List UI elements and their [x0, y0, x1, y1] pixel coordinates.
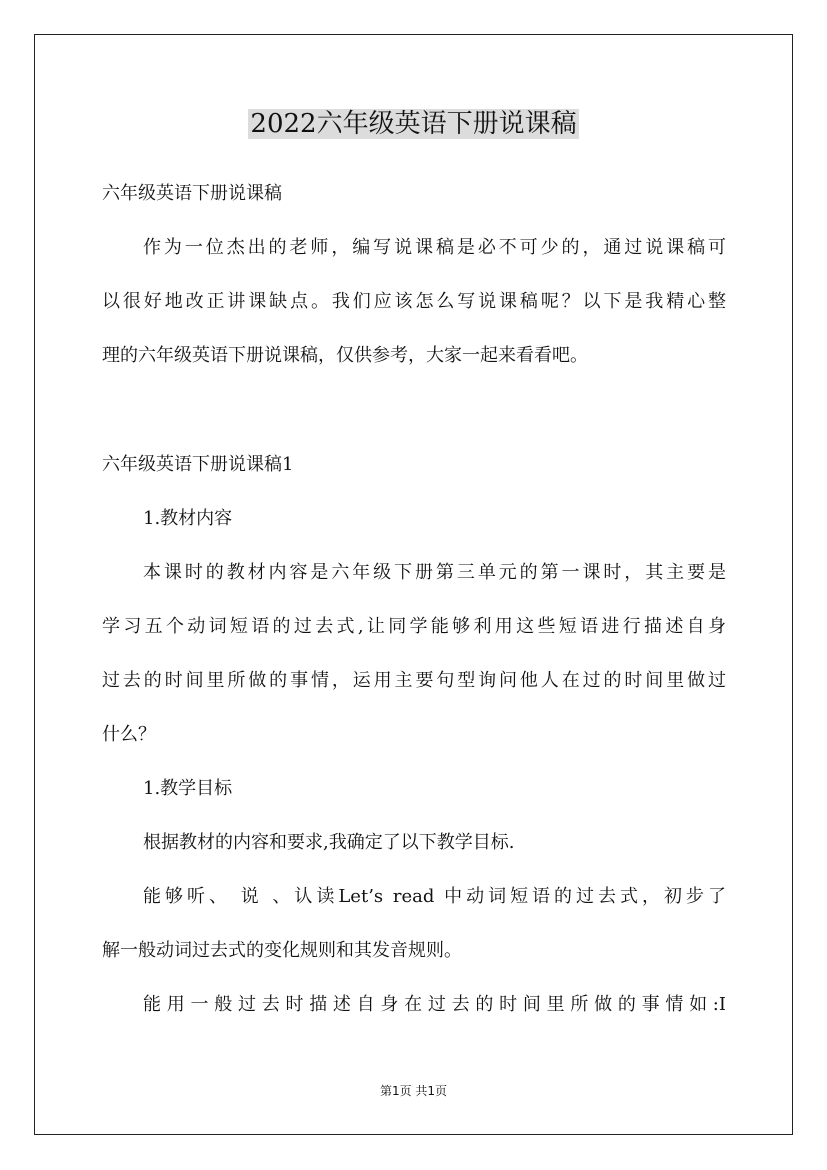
- paragraph-line: 学习五个动词短语的过去式,让同学能够利用这些短语进行描述自身: [102, 616, 726, 637]
- paragraph-line: 能用一般过去时描述自身在过去的时间里所做的事情如:I: [143, 994, 726, 1015]
- paragraph-line: 能够听、 说 、认读Let’s read 中动词短语的过去式，初步了: [143, 886, 726, 907]
- subtitle-line: 六年级英语下册说课稿: [102, 183, 282, 204]
- section-heading: 六年级英语下册说课稿1: [102, 454, 294, 475]
- document-title: [0, 104, 827, 144]
- subsection-heading: 1.教学目标: [143, 778, 233, 799]
- page-footer: 第1页 共1页: [379, 1084, 448, 1098]
- paragraph-line: 根据教材的内容和要求,我确定了以下教学目标.: [143, 832, 515, 853]
- paragraph-line: 本课时的教材内容是六年级下册第三单元的第一课时，其主要是: [143, 562, 726, 583]
- paragraph-line: 理的六年级英语下册说课稿，仅供参考，大家一起来看看吧。: [102, 345, 588, 366]
- document-title-text: 2022六年级英语下册说课稿: [250, 109, 577, 139]
- paragraph-line: 作为一位杰出的老师，编写说课稿是必不可少的，通过说课稿可: [143, 237, 726, 258]
- paragraph-line: 以很好地改正讲课缺点。我们应该怎么写说课稿呢？以下是我精心整: [102, 291, 726, 312]
- paragraph-line: 解一般动词过去式的变化规则和其发音规则。: [102, 940, 462, 961]
- paragraph-line: 什么？: [102, 724, 156, 745]
- subsection-heading: 1.教材内容: [143, 508, 233, 529]
- paragraph-line: 过去的时间里所做的事情，运用主要句型询问他人在过的时间里做过: [102, 670, 726, 691]
